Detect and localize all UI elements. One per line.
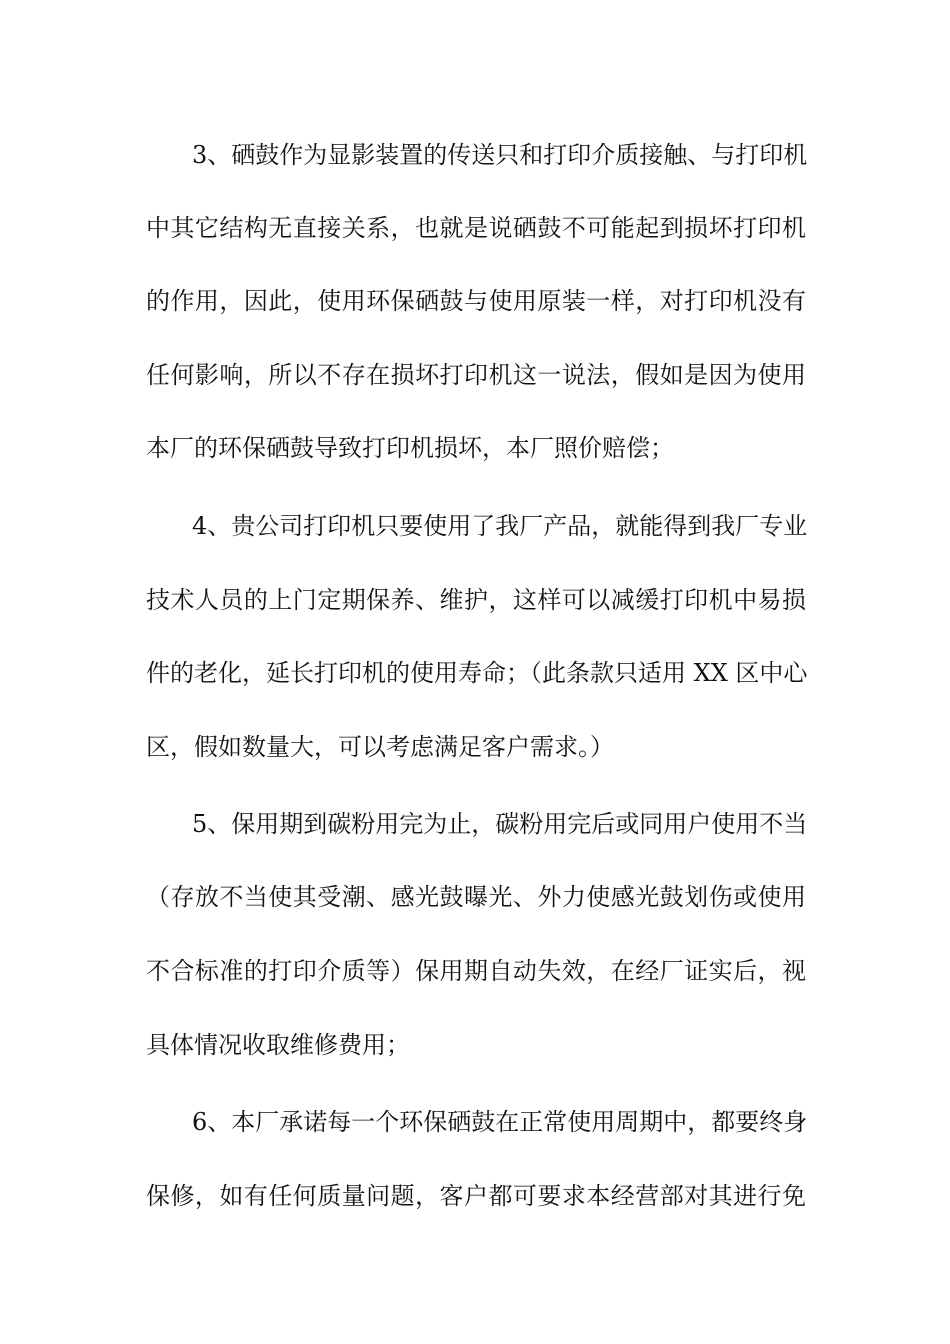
paragraph-6-line-1: 6、本厂承诺每一个环保硒鼓在正常使用周期中，都要终身 (192, 1108, 808, 1136)
paragraph-5-line-1: 5、保用期到碳粉用完为止，碳粉用完后或同用户使用不当 (192, 810, 808, 838)
paragraph-5-line-4: 具体情况收取维修费用； (146, 1031, 410, 1059)
paragraph-5-line-2: （存放不当使其受潮、感光鼓曝光、外力使感光鼓划伤或使用 (146, 883, 806, 911)
paragraph-3-line-1: 3、硒鼓作为显影装置的传送只和打印介质接触、与打印机 (192, 141, 808, 169)
paragraph-3-line-3: 的作用，因此，使用环保硒鼓与使用原装一样，对打印机没有 (146, 287, 806, 315)
paragraph-4-line-3: 件的老化，延长打印机的使用寿命；（此条款只适用 XX 区中心 (146, 659, 808, 687)
paragraph-4-line-2: 技术人员的上门定期保养、维护，这样可以减缓打印机中易损 (146, 586, 806, 614)
paragraph-3-line-4: 任何影响，所以不存在损坏打印机这一说法，假如是因为使用 (146, 361, 806, 389)
paragraph-5-line-3: 不合标准的打印介质等）保用期自动失效，在经厂证实后，视 (146, 957, 806, 985)
paragraph-4-line-1: 4、贵公司打印机只要使用了我厂产品，就能得到我厂专业 (192, 512, 808, 540)
paragraph-4-line-4: 区，假如数量大，可以考虑满足客户需求。） (146, 733, 614, 761)
paragraph-3-line-2: 中其它结构无直接关系，也就是说硒鼓不可能起到损坏打印机 (146, 214, 806, 242)
paragraph-6-line-2: 保修，如有任何质量问题，客户都可要求本经营部对其进行免 (146, 1182, 806, 1210)
paragraph-3-line-5: 本厂的环保硒鼓导致打印机损坏，本厂照价赔偿； (146, 434, 674, 462)
